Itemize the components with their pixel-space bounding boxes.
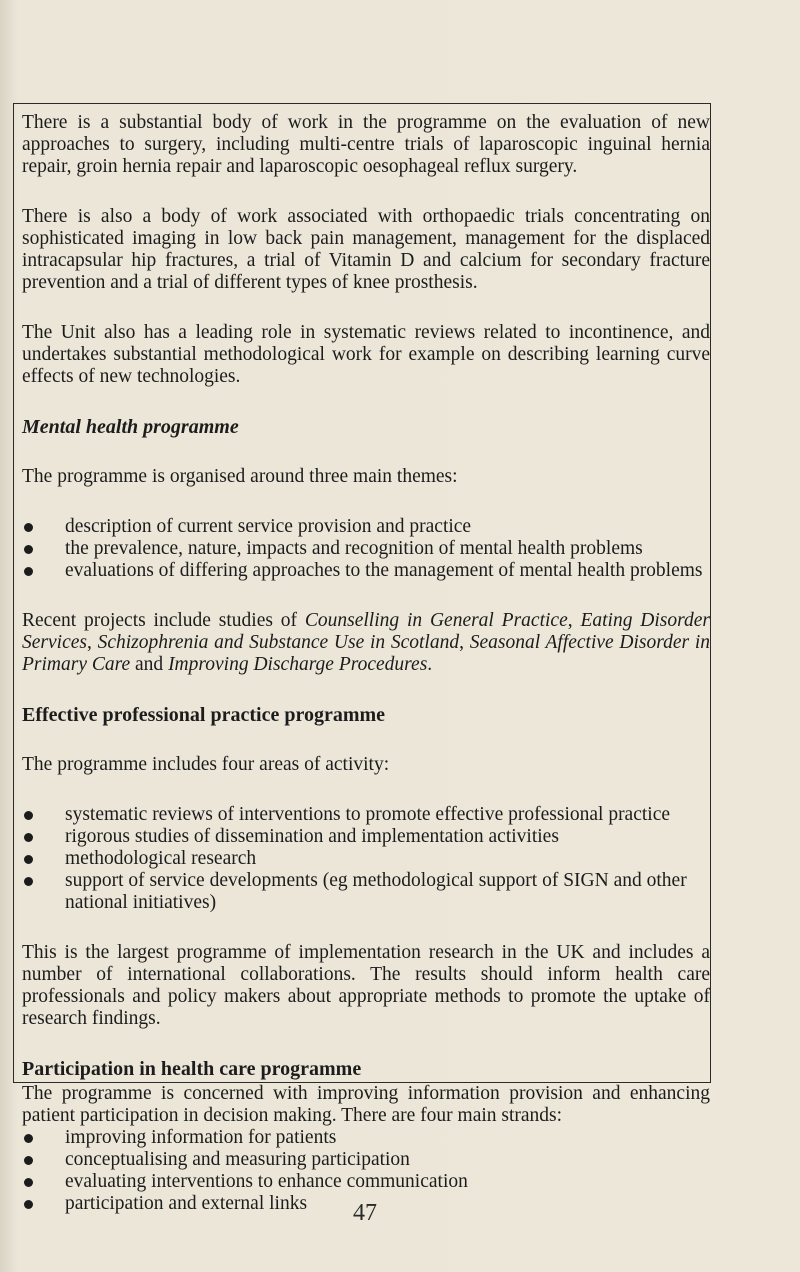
list-item: rigorous studies of dissemination and implementation activities bbox=[22, 826, 710, 848]
list-item: the prevalence, nature, impacts and recognition of mental health problems bbox=[22, 538, 710, 560]
mental-health-intro: The programme is organised around three main themes: bbox=[22, 466, 458, 487]
effective-practice-areas bbox=[22, 804, 710, 914]
list-item: improving information for patients bbox=[22, 1127, 710, 1149]
participation-heading: Participation in health care programme bbox=[22, 1058, 362, 1080]
bullet-icon bbox=[24, 523, 33, 532]
list-item: description of current service provision and practice bbox=[22, 516, 710, 538]
effective-practice-heading: Effective professional practice programme bbox=[22, 704, 386, 726]
bullet-icon bbox=[24, 811, 33, 820]
surgery-paragraph: There is a substantial body of work in the programme on the evaluation of new approaches to surgery, including multi-centre trials of laparoscopic inguinal hernia repair, groin hernia repair and laparoscopic oesophageal reflux surgery. bbox=[22, 112, 710, 177]
bullet-icon bbox=[24, 1134, 33, 1143]
list-item: support of service developments (eg methodological support of SIGN and other national initiatives) bbox=[22, 870, 710, 914]
bullet-icon bbox=[24, 877, 33, 886]
list-item: conceptualising and measuring participation bbox=[22, 1149, 710, 1171]
bullet-icon bbox=[24, 567, 33, 576]
bullet-icon bbox=[24, 855, 33, 864]
bullet-icon bbox=[24, 833, 33, 842]
effective-practice-intro: The programme includes four areas of activity: bbox=[22, 754, 390, 775]
list-item: evaluations of differing approaches to the management of mental health problems bbox=[22, 560, 710, 582]
page-number: 47 bbox=[353, 1200, 377, 1226]
bullet-icon bbox=[24, 1156, 33, 1165]
list-item: evaluating interventions to enhance communication bbox=[22, 1171, 710, 1193]
document-body bbox=[22, 112, 710, 1215]
recent-projects-paragraph: Recent projects include studies of Counselling in General Practice, Eating Disorder Services, Schizophrenia and Substance Use in Scotland, Seasonal Affective Disorder in Primary Care and Improving Discharge Procedures. bbox=[22, 610, 711, 675]
list-item: participation and external links bbox=[22, 1193, 710, 1215]
list-item: systematic reviews of interventions to promote effective professional practice bbox=[22, 804, 710, 826]
participation-intro: The programme is concerned with improving information provision and enhancing patient participation in decision making. There are four main strands: bbox=[22, 1083, 710, 1126]
mental-health-themes bbox=[22, 516, 710, 582]
bullet-icon bbox=[24, 1178, 33, 1187]
unit-paragraph: The Unit also has a leading role in systematic reviews related to incontinence, and undertakes substantial methodological work for example on describing learning curve effects of new technologies. bbox=[22, 322, 710, 387]
bullet-icon bbox=[24, 545, 33, 554]
effective-practice-summary: This is the largest programme of implementation research in the UK and includes a number of international collaborations. The results should inform health care professionals and policy makers about appropriate methods to promote the uptake of research findings. bbox=[22, 942, 710, 1029]
orthopaedic-paragraph: There is also a body of work associated with orthopaedic trials concentrating on sophisticated imaging in low back pain management, management for the displaced intracapsular hip fractures, a trial of Vitamin D and calcium for secondary fracture prevention and a trial of different types of knee prosthesis. bbox=[22, 206, 710, 293]
list-item: methodological research bbox=[22, 848, 710, 870]
mental-health-heading: Mental health programme bbox=[22, 416, 239, 438]
